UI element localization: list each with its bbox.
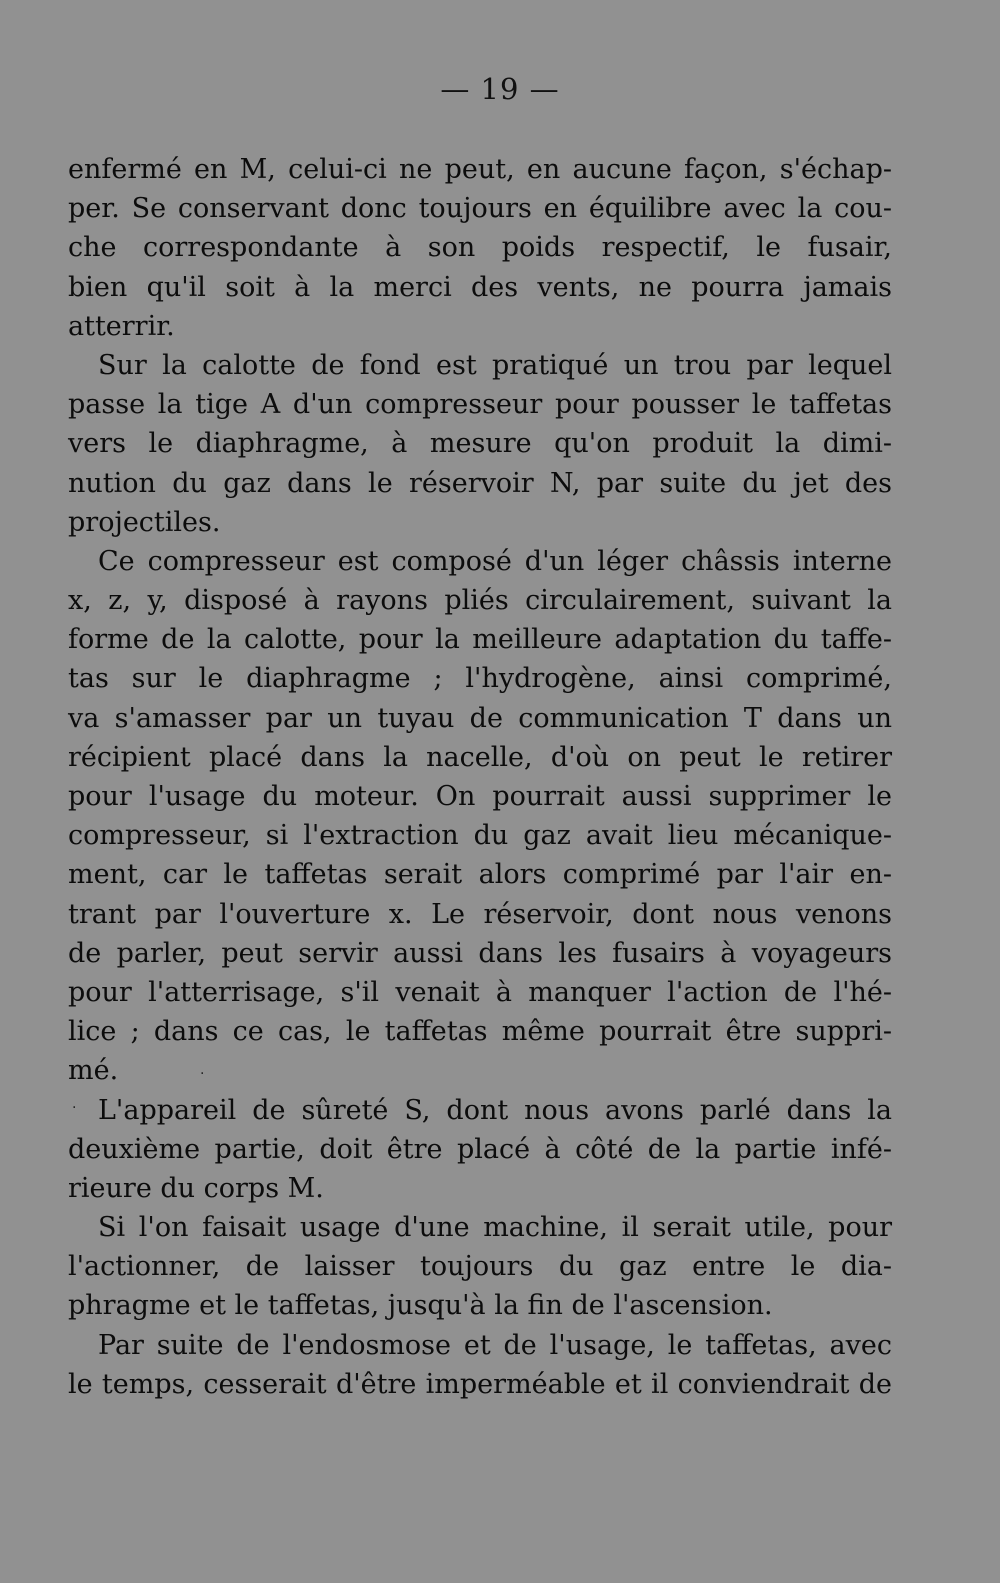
text-line: x, z, y, disposé à rayons pliés circulairement, suivant la [68, 585, 892, 617]
text-line: nution du gaz dans le réservoir N, par suite du jet des [68, 467, 892, 499]
text-line: pour l'atterrisage, s'il venait à manquer l'action de l'hé- [68, 976, 892, 1008]
text-line: phragme et le taffetas, jusqu'à la fin de l'ascension. [68, 1290, 773, 1322]
text-line: L'appareil de sûreté S, dont nous avons parlé dans la [98, 1094, 892, 1126]
paragraph [68, 1208, 892, 1326]
text-line: compresseur, si l'extraction du gaz avait lieu mécanique- [68, 820, 892, 852]
text-line: récipient placé dans la nacelle, d'où on peut le retirer [68, 741, 892, 773]
text-line: passe la tige A d'un compresseur pour pousser le taffetas [68, 389, 892, 421]
paragraph [68, 1091, 892, 1209]
paragraph [68, 150, 892, 346]
text-line: tas sur le diaphragme ; l'hydrogène, ainsi comprimé, [68, 663, 892, 695]
text-line: deuxième partie, doit être placé à côté de la partie infé- [68, 1133, 892, 1165]
body-text [68, 150, 892, 1404]
text-line: Par suite de l'endosmose et de l'usage, le taffetas, avec [98, 1329, 892, 1361]
stray-print-mark: · [200, 1066, 205, 1082]
text-line: pour l'usage du moteur. On pourrait aussi supprimer le [68, 781, 892, 812]
paragraph [68, 1326, 892, 1404]
text-line: trant par l'ouverture x. Le réservoir, dont nous venons [68, 898, 892, 930]
stray-print-mark: · [72, 1100, 77, 1116]
page-number: — 19 — [440, 72, 560, 106]
text-line: enfermé en M, celui-ci ne peut, en aucune façon, s'échap- [68, 154, 892, 185]
text-line: atterrir. [68, 310, 175, 342]
text-line: che correspondante à son poids respectif, le fusair, [68, 232, 892, 264]
text-line: va s'amasser par un tuyau de communication T dans un [68, 702, 892, 734]
text-line: forme de la calotte, pour la meilleure adaptation du taffe- [68, 624, 892, 656]
text-line: Sur la calotte de fond est pratiqué un trou par lequel [98, 349, 892, 381]
text-line: ment, car le taffetas serait alors comprimé par l'air en- [68, 859, 892, 891]
text-line: mé. [68, 1055, 119, 1087]
text-line: Si l'on faisait usage d'une machine, il serait utile, pour [98, 1212, 892, 1244]
text-line: l'actionner, de laisser toujours du gaz entre le dia- [68, 1251, 892, 1283]
text-line: Ce compresseur est composé d'un léger châssis interne [98, 545, 892, 577]
text-line: le temps, cesserait d'être imperméable et il conviendrait de [68, 1368, 892, 1400]
text-line: rieure du corps M. [68, 1172, 324, 1204]
text-line: projectiles. [68, 506, 221, 538]
text-line: bien qu'il soit à la merci des vents, ne pourra jamais [68, 271, 892, 303]
text-line: vers le diaphragme, à mesure qu'on produit la dimi- [68, 428, 892, 460]
paragraph [68, 542, 892, 1091]
text-line: per. Se conservant donc toujours en équilibre avec la cou- [68, 193, 892, 225]
text-line: de parler, peut servir aussi dans les fusairs à voyageurs [68, 937, 892, 969]
paragraph [68, 346, 892, 542]
text-line: lice ; dans ce cas, le taffetas même pourrait être suppri- [68, 1016, 892, 1048]
